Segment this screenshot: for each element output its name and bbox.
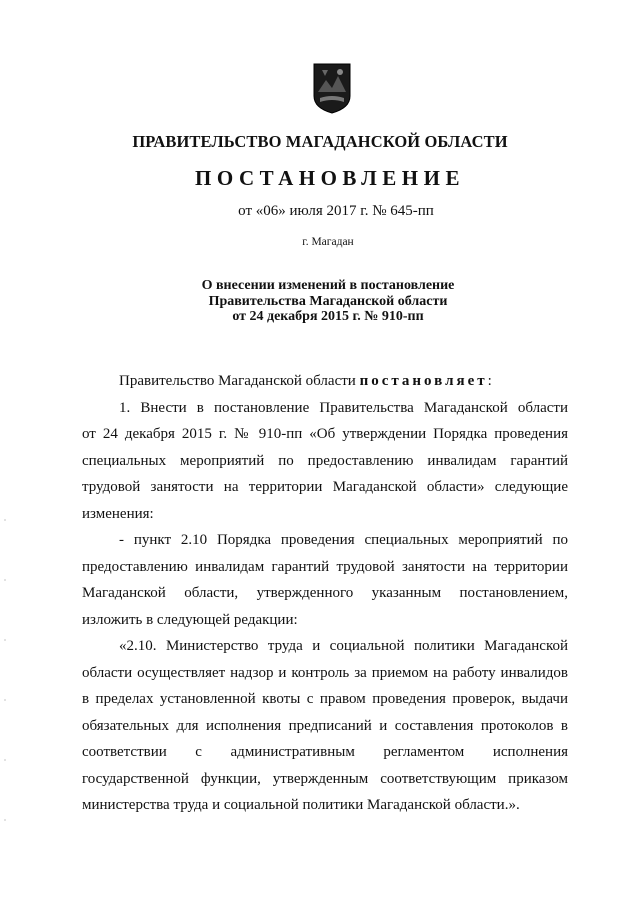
- coat-of-arms-icon: [312, 62, 352, 114]
- body-line: государственной функции, утвержденным соответствующим приказом: [82, 770, 568, 787]
- body-line: «2.10. Министерство труда и социальной политики Магаданской: [119, 638, 568, 654]
- body-line: обязательных для исполнения предписаний и составления протоколов в: [82, 717, 568, 734]
- body-line: области осуществляет надзор и контроль за приемом на работу инвалидов: [82, 664, 568, 681]
- document-date-number: от «06» июля 2017 г. № 645-пп: [238, 203, 434, 219]
- organization-name: ПРАВИТЕЛЬСТВО МАГАДАНСКОЙ ОБЛАСТИ: [132, 132, 508, 151]
- preamble-text: Правительство Магаданской области: [119, 373, 360, 389]
- body-line: в пределах установленной квоты с правом проведения проверок, выдачи: [82, 691, 568, 707]
- title-line: О внесении изменений в постановление: [201, 278, 455, 293]
- body-line: министерства труда и социальной политики Магаданской области.».: [82, 797, 520, 813]
- body-line: предоставлению инвалидам гарантий трудовой занятости на территории: [82, 558, 568, 575]
- preamble-line: [82, 368, 568, 395]
- body-line: соответствии с административным регламентом исполнения: [82, 744, 568, 760]
- title-line: Правительства Магаданской области: [208, 293, 448, 309]
- document-title: [0, 278, 640, 325]
- document-city: г. Магадан: [302, 236, 354, 248]
- body-line: изменения:: [82, 505, 154, 522]
- body-line: - пункт 2.10 Порядка проведения специальных мероприятий по: [119, 532, 568, 548]
- preamble-resolves: постановляет: [359, 373, 488, 389]
- body-line: от 24 декабря 2015 г. № 910-пп «Об утверждении Порядка проведения: [82, 426, 568, 442]
- body-line: изложить в следующей редакции:: [82, 611, 298, 628]
- title-line: от 24 декабря 2015 г. № 910-пп: [232, 309, 424, 324]
- document-body: [82, 368, 568, 819]
- scan-edge-marks: [4, 0, 6, 905]
- document-type: ПОСТАНОВЛЕНИЕ: [195, 166, 465, 190]
- body-line: Магаданской области, утвержденного указанным постановлением,: [82, 585, 568, 601]
- preamble-colon: :: [487, 373, 492, 389]
- body-line: 1. Внести в постановление Правительства Магаданской области: [119, 399, 568, 416]
- body-line: специальных мероприятий по предоставлению инвалидам гарантий: [82, 452, 568, 469]
- body-line: трудовой занятости на территории Магаданской области» следующие: [82, 479, 568, 495]
